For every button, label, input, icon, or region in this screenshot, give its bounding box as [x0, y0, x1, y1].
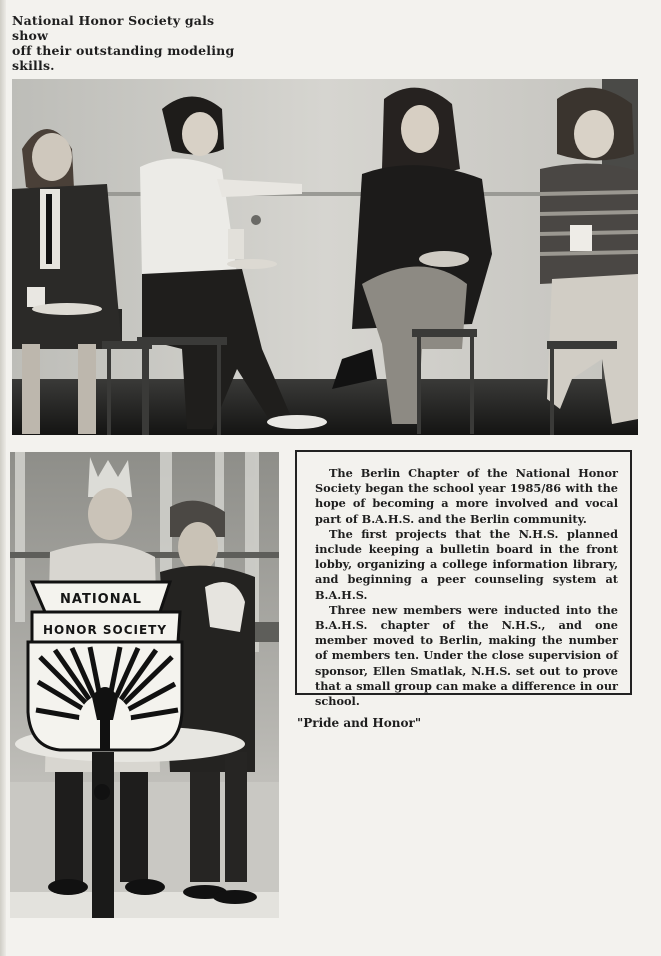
- page-binding-edge: [0, 0, 6, 956]
- caption-line-3: skills.: [12, 58, 55, 73]
- sign-text-honor-society: HONOR SOCIETY: [42, 623, 168, 637]
- caption-line-2: off their outstanding modeling: [12, 43, 235, 58]
- article-text-box: [295, 450, 632, 709]
- photo-nhs-sign-students: [10, 452, 279, 918]
- caption-line-1: National Honor Society gals show: [12, 13, 215, 43]
- article-paragraph-2: The first projects that the N.H.S. planned include keeping a bulletin board in the front lobby, organizing a college information library, and beginning a peer counseling system at B.A.H.S.: [315, 526, 618, 602]
- sign-text-national: NATIONAL: [60, 592, 142, 607]
- article-paragraph-3: Three new members were inducted into the B.A.H.S. chapter of the N.H.S., and one member moved to Berlin, making the number of members ten. Under the close supervision of sponsor, Ellen Smatlak, N.H.S. set out to prove that a small group can make a difference in our school.: [315, 602, 618, 709]
- pull-quote: "Pride and Honor": [297, 716, 422, 730]
- photo-caption: [12, 13, 242, 73]
- nhs-sign: [28, 582, 182, 750]
- group-photo-seated-students: [12, 79, 638, 435]
- article-paragraph-1: The Berlin Chapter of the National Honor Society began the school year 1985/86 with the hope of becoming a more involved and vocal part of B.A.H.S. and the Berlin community.: [315, 466, 618, 526]
